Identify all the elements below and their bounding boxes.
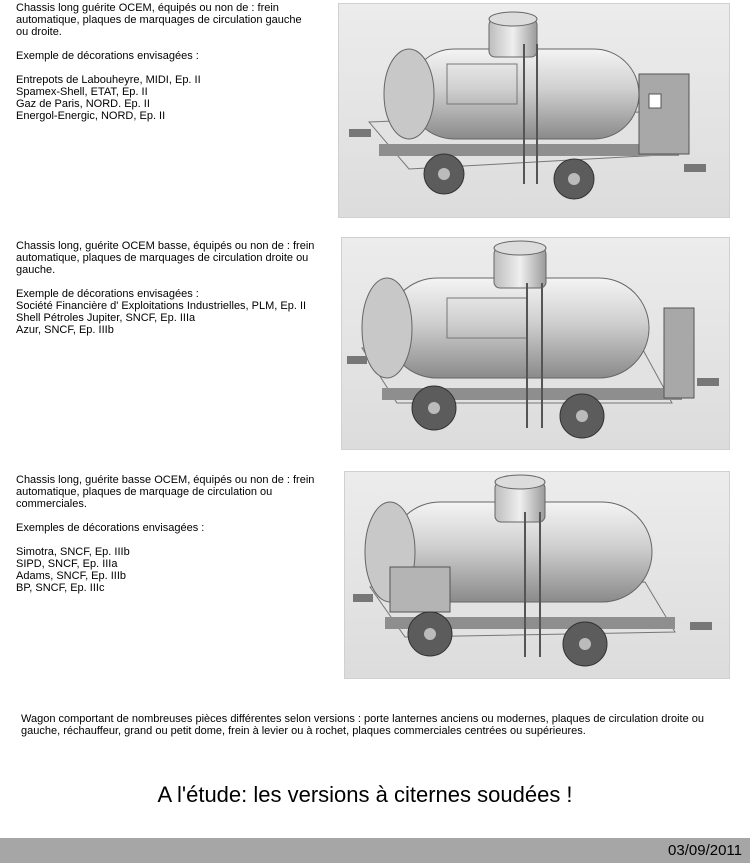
section-1-text	[16, 2, 316, 122]
tank-wagon-drawing-3	[345, 472, 729, 678]
section-2-heading: Exemple de décorations envisagées :	[16, 288, 199, 300]
tank-wagon-render-3	[344, 471, 730, 679]
section-2-item: Azur, SNCF, Ep. IIIb	[16, 324, 114, 336]
section-3-description: Chassis long, guérite basse OCEM, équipés ou non de : frein automatique, plaques de marquage de circulation ou commerciales.	[16, 474, 315, 510]
section-2-text	[16, 240, 336, 336]
section-2-description: Chassis long, guérite OCEM basse, équipés ou non de : frein automatique, plaques de marquages de circulation droite ou gauche.	[16, 240, 315, 276]
section-1-item: Gaz de Paris, NORD. Ep. II	[16, 98, 150, 110]
section-1-description: Chassis long guérite OCEM, équipés ou non de : frein automatique, plaques de marquages de circulation gauche ou droite.	[16, 2, 302, 38]
headline: A l'étude: les versions à citernes soudées !	[157, 782, 573, 807]
section-2-item: Société Financière d' Exploitations Industrielles, PLM, Ep. II	[16, 300, 307, 312]
footer-date: 03/09/2011	[668, 842, 742, 859]
section-2-item: Shell Pétroles Jupiter, SNCF, Ep. IIIa	[16, 312, 196, 324]
section-3-heading: Exemples de décorations envisagées :	[16, 522, 205, 534]
section-3-text	[16, 474, 336, 594]
tank-wagon-render-1	[338, 3, 730, 218]
tank-wagon-render-2	[341, 237, 730, 450]
footer-bar	[0, 838, 750, 863]
section-1-item: Entrepots de Labouheyre, MIDI, Ep. II	[16, 74, 201, 86]
section-3-item: Simotra, SNCF, Ep. IIIb	[16, 546, 130, 558]
section-1-item: Spamex-Shell, ETAT, Ep. II	[16, 86, 148, 98]
footnote-text: Wagon comportant de nombreuses pièces différentes selon versions : porte lanternes anciens ou modernes, plaques de circulation droite ou gauche, réchauffeur, grand ou petit dome, frein à levier ou à rochet, plaques commerciales centrées ou supérieures.	[21, 713, 705, 737]
section-1-heading: Exemple de décorations envisagées :	[16, 50, 199, 62]
section-3-item: Adams, SNCF, Ep. IIIb	[16, 570, 127, 582]
section-1-item: Energol-Energic, NORD, Ep. II	[16, 110, 166, 122]
section-3-item: SIPD, SNCF, Ep. IIIa	[16, 558, 118, 570]
section-3-item: BP, SNCF, Ep. IIIc	[16, 582, 105, 594]
tank-wagon-drawing-2	[342, 238, 729, 449]
tank-wagon-drawing-1	[339, 4, 729, 217]
